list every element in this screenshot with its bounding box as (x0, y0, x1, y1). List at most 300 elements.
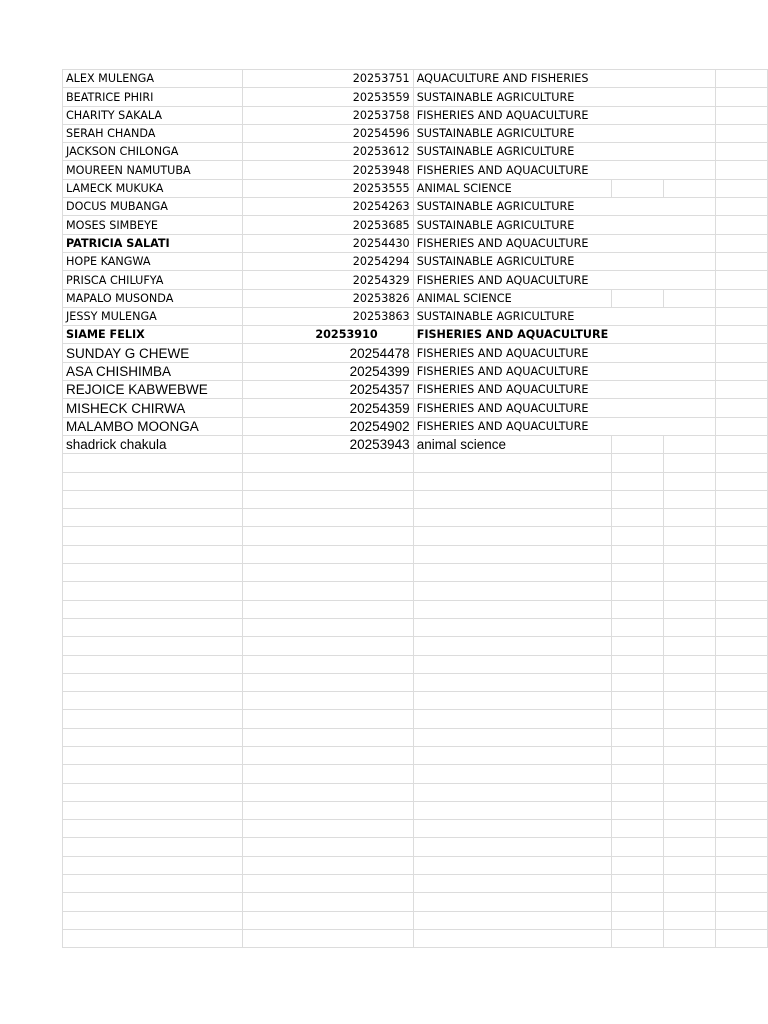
student-id-cell[interactable]: 20253685 (243, 216, 413, 234)
empty-cell[interactable] (715, 289, 767, 307)
empty-cell[interactable] (63, 490, 243, 508)
empty-cell[interactable] (63, 875, 243, 893)
empty-cell[interactable] (243, 783, 413, 801)
programme-cell[interactable]: FISHERIES AND AQUACULTURE (413, 344, 612, 362)
empty-cell[interactable] (413, 545, 612, 563)
empty-cell[interactable] (612, 911, 663, 929)
empty-cell[interactable] (663, 765, 715, 783)
student-name-cell[interactable]: MISHECK CHIRWA (63, 399, 243, 417)
empty-cell[interactable] (715, 179, 767, 197)
empty-cell[interactable] (243, 875, 413, 893)
empty-cell[interactable] (715, 911, 767, 929)
empty-cell[interactable] (243, 454, 413, 472)
empty-cell[interactable] (612, 161, 663, 179)
programme-cell[interactable]: SUSTAINABLE AGRICULTURE (413, 307, 612, 325)
empty-cell[interactable] (243, 637, 413, 655)
empty-cell[interactable] (663, 710, 715, 728)
empty-cell[interactable] (413, 710, 612, 728)
empty-cell[interactable] (413, 838, 612, 856)
empty-cell[interactable] (663, 161, 715, 179)
empty-cell[interactable] (63, 783, 243, 801)
empty-cell[interactable] (243, 618, 413, 636)
empty-cell[interactable] (715, 929, 767, 947)
empty-cell[interactable] (413, 893, 612, 911)
empty-cell[interactable] (663, 893, 715, 911)
empty-cell[interactable] (243, 545, 413, 563)
student-name-cell[interactable]: LAMECK MUKUKA (63, 179, 243, 197)
empty-cell[interactable] (612, 893, 663, 911)
empty-cell[interactable] (612, 692, 663, 710)
empty-cell[interactable] (715, 252, 767, 270)
empty-cell[interactable] (663, 289, 715, 307)
empty-cell[interactable] (663, 527, 715, 545)
programme-cell[interactable]: SUSTAINABLE AGRICULTURE (413, 216, 612, 234)
empty-cell[interactable] (663, 271, 715, 289)
empty-cell[interactable] (243, 710, 413, 728)
empty-cell[interactable] (663, 70, 715, 88)
empty-cell[interactable] (663, 637, 715, 655)
student-name-cell[interactable]: PRISCA CHILUFYA (63, 271, 243, 289)
empty-cell[interactable] (243, 728, 413, 746)
student-id-cell[interactable]: 20253555 (243, 179, 413, 197)
empty-cell[interactable] (663, 728, 715, 746)
empty-cell[interactable] (63, 746, 243, 764)
empty-cell[interactable] (63, 893, 243, 911)
empty-cell[interactable] (612, 252, 663, 270)
empty-cell[interactable] (612, 875, 663, 893)
empty-cell[interactable] (715, 234, 767, 252)
empty-cell[interactable] (243, 856, 413, 874)
student-id-cell[interactable]: 20254596 (243, 124, 413, 142)
empty-cell[interactable] (612, 527, 663, 545)
student-id-cell[interactable]: 20254294 (243, 252, 413, 270)
empty-cell[interactable] (243, 765, 413, 783)
empty-cell[interactable] (663, 326, 715, 344)
empty-cell[interactable] (663, 600, 715, 618)
programme-cell[interactable]: ANIMAL SCIENCE (413, 289, 612, 307)
empty-cell[interactable] (612, 454, 663, 472)
empty-cell[interactable] (63, 765, 243, 783)
empty-cell[interactable] (715, 673, 767, 691)
empty-cell[interactable] (663, 746, 715, 764)
student-id-cell[interactable]: 20253910 (243, 326, 413, 344)
empty-cell[interactable] (612, 362, 663, 380)
empty-cell[interactable] (612, 271, 663, 289)
empty-cell[interactable] (715, 600, 767, 618)
empty-cell[interactable] (612, 70, 663, 88)
empty-cell[interactable] (663, 362, 715, 380)
programme-cell[interactable]: FISHERIES AND AQUACULTURE (413, 362, 612, 380)
empty-cell[interactable] (663, 198, 715, 216)
empty-cell[interactable] (663, 381, 715, 399)
empty-cell[interactable] (612, 655, 663, 673)
empty-cell[interactable] (243, 490, 413, 508)
empty-cell[interactable] (663, 143, 715, 161)
student-name-cell[interactable]: JESSY MULENGA (63, 307, 243, 325)
student-name-cell[interactable]: SIAME FELIX (63, 326, 243, 344)
empty-cell[interactable] (715, 490, 767, 508)
programme-cell[interactable]: FISHERIES AND AQUACULTURE (413, 271, 612, 289)
empty-cell[interactable] (612, 783, 663, 801)
student-id-cell[interactable]: 20254263 (243, 198, 413, 216)
empty-cell[interactable] (612, 746, 663, 764)
empty-cell[interactable] (243, 911, 413, 929)
student-name-cell[interactable]: shadrick chakula (63, 435, 243, 453)
empty-cell[interactable] (715, 710, 767, 728)
student-id-cell[interactable]: 20253948 (243, 161, 413, 179)
empty-cell[interactable] (63, 856, 243, 874)
empty-cell[interactable] (243, 893, 413, 911)
empty-cell[interactable] (612, 198, 663, 216)
empty-cell[interactable] (63, 600, 243, 618)
empty-cell[interactable] (715, 472, 767, 490)
empty-cell[interactable] (612, 545, 663, 563)
empty-cell[interactable] (663, 417, 715, 435)
student-id-cell[interactable]: 20253751 (243, 70, 413, 88)
table-row (63, 875, 768, 893)
empty-cell[interactable] (243, 472, 413, 490)
empty-cell[interactable] (715, 271, 767, 289)
empty-cell[interactable] (663, 820, 715, 838)
empty-cell[interactable] (63, 509, 243, 527)
empty-cell[interactable] (715, 692, 767, 710)
programme-cell[interactable]: AQUACULTURE AND FISHERIES (413, 70, 612, 88)
table-row (63, 124, 768, 142)
empty-cell[interactable] (663, 783, 715, 801)
empty-cell[interactable] (663, 490, 715, 508)
empty-cell[interactable] (612, 838, 663, 856)
empty-cell[interactable] (715, 875, 767, 893)
empty-cell[interactable] (243, 509, 413, 527)
empty-cell[interactable] (612, 417, 663, 435)
empty-cell[interactable] (413, 582, 612, 600)
programme-cell[interactable]: SUSTAINABLE AGRICULTURE (413, 124, 612, 142)
empty-cell[interactable] (243, 673, 413, 691)
empty-cell[interactable] (413, 454, 612, 472)
empty-cell[interactable] (413, 637, 612, 655)
empty-cell[interactable] (63, 582, 243, 600)
empty-cell[interactable] (715, 124, 767, 142)
table-row (63, 216, 768, 234)
empty-cell[interactable] (612, 564, 663, 582)
empty-cell[interactable] (715, 454, 767, 472)
empty-cell[interactable] (612, 289, 663, 307)
empty-cell[interactable] (63, 472, 243, 490)
empty-cell[interactable] (63, 637, 243, 655)
empty-cell[interactable] (243, 820, 413, 838)
empty-cell[interactable] (413, 875, 612, 893)
programme-cell[interactable]: FISHERIES AND AQUACULTURE (413, 417, 612, 435)
student-name-cell[interactable]: SUNDAY G CHEWE (63, 344, 243, 362)
empty-cell[interactable] (663, 509, 715, 527)
empty-cell[interactable] (715, 838, 767, 856)
empty-cell[interactable] (663, 655, 715, 673)
empty-cell[interactable] (63, 618, 243, 636)
empty-cell[interactable] (663, 673, 715, 691)
student-name-cell[interactable]: DOCUS MUBANGA (63, 198, 243, 216)
empty-cell[interactable] (715, 509, 767, 527)
empty-cell[interactable] (243, 929, 413, 947)
empty-cell[interactable] (612, 618, 663, 636)
programme-cell[interactable]: FISHERIES AND AQUACULTURE (413, 381, 612, 399)
student-name-cell[interactable]: BEATRICE PHIRI (63, 88, 243, 106)
empty-cell[interactable] (715, 783, 767, 801)
empty-cell[interactable] (612, 509, 663, 527)
empty-cell[interactable] (612, 765, 663, 783)
student-id-cell[interactable]: 20254478 (243, 344, 413, 362)
empty-cell[interactable] (612, 673, 663, 691)
student-id-cell[interactable]: 20254902 (243, 417, 413, 435)
table-row (63, 564, 768, 582)
empty-cell[interactable] (715, 435, 767, 453)
empty-cell[interactable] (663, 252, 715, 270)
empty-cell[interactable] (243, 527, 413, 545)
empty-cell[interactable] (63, 728, 243, 746)
empty-cell[interactable] (413, 911, 612, 929)
student-name-cell[interactable]: CHARITY SAKALA (63, 106, 243, 124)
student-name-cell[interactable]: MOUREEN NAMUTUBA (63, 161, 243, 179)
empty-cell[interactable] (413, 746, 612, 764)
empty-cell[interactable] (243, 746, 413, 764)
empty-cell[interactable] (63, 710, 243, 728)
table-row (63, 70, 768, 88)
student-name-cell[interactable]: MALAMBO MOONGA (63, 417, 243, 435)
empty-cell[interactable] (612, 600, 663, 618)
empty-cell[interactable] (663, 234, 715, 252)
student-id-cell[interactable]: 20254329 (243, 271, 413, 289)
empty-cell[interactable] (715, 216, 767, 234)
empty-cell[interactable] (63, 801, 243, 819)
empty-cell[interactable] (612, 106, 663, 124)
empty-cell[interactable] (663, 124, 715, 142)
empty-cell[interactable] (715, 381, 767, 399)
student-name-cell[interactable]: HOPE KANGWA (63, 252, 243, 270)
empty-cell[interactable] (413, 673, 612, 691)
empty-cell[interactable] (63, 911, 243, 929)
programme-cell[interactable]: FISHERIES AND AQUACULTURE (413, 161, 612, 179)
empty-cell[interactable] (612, 582, 663, 600)
empty-cell[interactable] (663, 875, 715, 893)
empty-cell[interactable] (612, 820, 663, 838)
empty-cell[interactable] (612, 179, 663, 197)
empty-cell[interactable] (663, 564, 715, 582)
empty-cell[interactable] (612, 435, 663, 453)
empty-cell[interactable] (715, 344, 767, 362)
empty-cell[interactable] (715, 820, 767, 838)
empty-cell[interactable] (715, 417, 767, 435)
empty-cell[interactable] (663, 88, 715, 106)
empty-cell[interactable] (715, 801, 767, 819)
empty-cell[interactable] (243, 692, 413, 710)
empty-cell[interactable] (612, 344, 663, 362)
table-row (63, 106, 768, 124)
empty-cell[interactable] (413, 765, 612, 783)
table-row (63, 673, 768, 691)
empty-cell[interactable] (715, 582, 767, 600)
empty-cell[interactable] (612, 124, 663, 142)
empty-cell[interactable] (413, 655, 612, 673)
empty-cell[interactable] (715, 143, 767, 161)
empty-cell[interactable] (663, 618, 715, 636)
empty-cell[interactable] (663, 399, 715, 417)
empty-cell[interactable] (612, 856, 663, 874)
empty-cell[interactable] (715, 362, 767, 380)
empty-cell[interactable] (663, 838, 715, 856)
table-row (63, 545, 768, 563)
empty-cell[interactable] (612, 234, 663, 252)
empty-cell[interactable] (612, 88, 663, 106)
empty-cell[interactable] (63, 673, 243, 691)
empty-cell[interactable] (612, 929, 663, 947)
empty-cell[interactable] (715, 106, 767, 124)
student-name-cell[interactable]: REJOICE KABWEBWE (63, 381, 243, 399)
empty-cell[interactable] (715, 326, 767, 344)
student-id-cell[interactable]: 20254359 (243, 399, 413, 417)
empty-cell[interactable] (715, 70, 767, 88)
empty-cell[interactable] (715, 765, 767, 783)
empty-cell[interactable] (715, 637, 767, 655)
empty-cell[interactable] (63, 655, 243, 673)
empty-cell[interactable] (612, 216, 663, 234)
student-id-cell[interactable]: 20254430 (243, 234, 413, 252)
empty-cell[interactable] (63, 527, 243, 545)
empty-cell[interactable] (243, 564, 413, 582)
empty-cell[interactable] (663, 344, 715, 362)
empty-cell[interactable] (243, 801, 413, 819)
empty-cell[interactable] (715, 893, 767, 911)
empty-cell[interactable] (612, 472, 663, 490)
empty-cell[interactable] (715, 545, 767, 563)
empty-cell[interactable] (63, 545, 243, 563)
empty-cell[interactable] (612, 326, 663, 344)
empty-cell[interactable] (663, 801, 715, 819)
programme-cell[interactable]: SUSTAINABLE AGRICULTURE (413, 252, 612, 270)
empty-cell[interactable] (413, 600, 612, 618)
empty-cell[interactable] (413, 929, 612, 947)
programme-cell[interactable]: SUSTAINABLE AGRICULTURE (413, 198, 612, 216)
table-row (63, 856, 768, 874)
empty-cell[interactable] (243, 655, 413, 673)
programme-cell[interactable]: SUSTAINABLE AGRICULTURE (413, 88, 612, 106)
empty-cell[interactable] (715, 399, 767, 417)
empty-cell[interactable] (413, 692, 612, 710)
empty-cell[interactable] (413, 564, 612, 582)
empty-cell[interactable] (663, 692, 715, 710)
programme-cell[interactable]: ANIMAL SCIENCE (413, 179, 612, 197)
empty-cell[interactable] (413, 527, 612, 545)
empty-cell[interactable] (63, 929, 243, 947)
student-id-cell[interactable]: 20254399 (243, 362, 413, 380)
empty-cell[interactable] (715, 564, 767, 582)
empty-cell[interactable] (663, 307, 715, 325)
student-name-cell[interactable]: SERAH CHANDA (63, 124, 243, 142)
empty-cell[interactable] (715, 198, 767, 216)
empty-cell[interactable] (612, 637, 663, 655)
student-id-cell[interactable]: 20253758 (243, 106, 413, 124)
empty-cell[interactable] (663, 454, 715, 472)
empty-cell[interactable] (663, 435, 715, 453)
empty-cell[interactable] (612, 801, 663, 819)
student-id-cell[interactable]: 20253863 (243, 307, 413, 325)
empty-cell[interactable] (243, 582, 413, 600)
empty-cell[interactable] (612, 399, 663, 417)
empty-cell[interactable] (413, 509, 612, 527)
student-name-cell[interactable]: JACKSON CHILONGA (63, 143, 243, 161)
student-id-cell[interactable]: 20253559 (243, 88, 413, 106)
empty-cell[interactable] (63, 564, 243, 582)
empty-cell[interactable] (243, 838, 413, 856)
student-name-cell[interactable]: MOSES SIMBEYE (63, 216, 243, 234)
student-name-cell[interactable]: PATRICIA SALATI (63, 234, 243, 252)
empty-cell[interactable] (663, 472, 715, 490)
empty-cell[interactable] (413, 783, 612, 801)
table-row (63, 252, 768, 270)
programme-cell[interactable]: SUSTAINABLE AGRICULTURE (413, 143, 612, 161)
empty-cell[interactable] (63, 838, 243, 856)
programme-cell[interactable]: FISHERIES AND AQUACULTURE (413, 399, 612, 417)
empty-cell[interactable] (715, 527, 767, 545)
empty-cell[interactable] (63, 692, 243, 710)
empty-cell[interactable] (715, 88, 767, 106)
empty-cell[interactable] (612, 143, 663, 161)
programme-cell[interactable]: animal science (413, 435, 612, 453)
empty-cell[interactable] (715, 856, 767, 874)
empty-cell[interactable] (612, 381, 663, 399)
student-id-cell[interactable]: 20253612 (243, 143, 413, 161)
empty-cell[interactable] (715, 655, 767, 673)
empty-cell[interactable] (612, 728, 663, 746)
empty-cell[interactable] (413, 856, 612, 874)
empty-cell[interactable] (413, 801, 612, 819)
student-id-cell[interactable]: 20253826 (243, 289, 413, 307)
student-id-cell[interactable]: 20253943 (243, 435, 413, 453)
empty-cell[interactable] (663, 179, 715, 197)
table-row (63, 637, 768, 655)
programme-cell[interactable]: FISHERIES AND AQUACULTURE (413, 234, 612, 252)
empty-cell[interactable] (63, 820, 243, 838)
empty-cell[interactable] (663, 929, 715, 947)
empty-cell[interactable] (715, 618, 767, 636)
student-name-cell[interactable]: MAPALO MUSONDA (63, 289, 243, 307)
empty-cell[interactable] (413, 618, 612, 636)
empty-cell[interactable] (715, 728, 767, 746)
student-name-cell[interactable]: ALEX MULENGA (63, 70, 243, 88)
programme-cell[interactable]: FISHERIES AND AQUACULTURE (413, 106, 612, 124)
empty-cell[interactable] (612, 490, 663, 508)
empty-cell[interactable] (715, 746, 767, 764)
empty-cell[interactable] (663, 545, 715, 563)
empty-cell[interactable] (63, 454, 243, 472)
empty-cell[interactable] (413, 820, 612, 838)
empty-cell[interactable] (612, 710, 663, 728)
empty-cell[interactable] (413, 472, 612, 490)
empty-cell[interactable] (663, 582, 715, 600)
empty-cell[interactable] (663, 106, 715, 124)
empty-cell[interactable] (243, 600, 413, 618)
table-row (63, 399, 768, 417)
empty-cell[interactable] (663, 216, 715, 234)
empty-cell[interactable] (413, 728, 612, 746)
empty-cell[interactable] (612, 307, 663, 325)
empty-cell[interactable] (715, 161, 767, 179)
empty-cell[interactable] (715, 307, 767, 325)
student-name-cell[interactable]: ASA CHISHIMBA (63, 362, 243, 380)
programme-cell[interactable]: FISHERIES AND AQUACULTURE (413, 326, 612, 344)
empty-cell[interactable] (663, 856, 715, 874)
student-id-cell[interactable]: 20254357 (243, 381, 413, 399)
empty-cell[interactable] (413, 490, 612, 508)
empty-cell[interactable] (663, 911, 715, 929)
